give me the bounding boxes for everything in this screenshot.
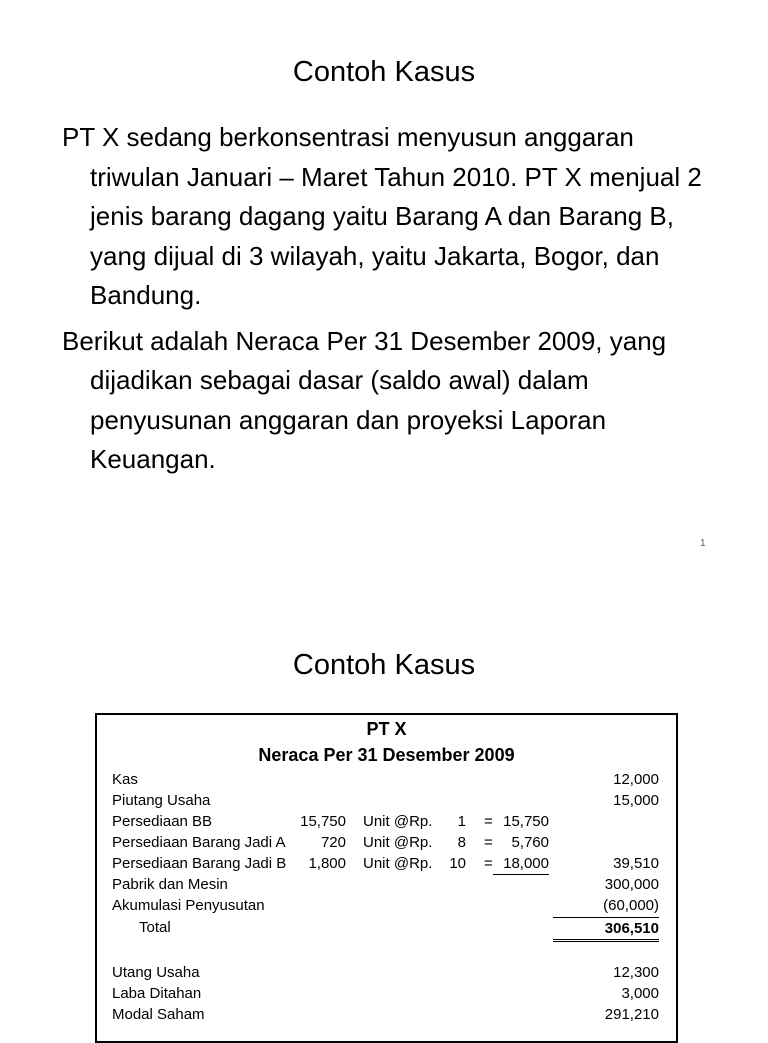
balance-sheet-heading: Neraca Per 31 Desember 2009 <box>258 745 515 765</box>
row-quantity: 1,800 <box>308 855 346 872</box>
row-label: Pabrik dan Mesin <box>112 876 228 893</box>
row-subtotal: 15,750 <box>503 813 549 830</box>
row-subtotal: 18,000 <box>493 853 549 875</box>
table-row <box>97 983 676 1004</box>
row-total: 12,000 <box>613 771 659 788</box>
body-paragraph-2: Berikut adalah Neraca Per 31 Desember 2009, yang dijadikan sebagai dasar (saldo awal) dalam penyusunan anggaran dan proyeksi Laporan Keuangan. <box>62 325 667 474</box>
balance-sheet-table <box>95 713 678 1043</box>
company-name: PT X <box>366 719 407 739</box>
row-subtotal: 5,760 <box>511 834 549 851</box>
row-total: 306,510 <box>553 917 659 942</box>
table-row <box>97 832 676 853</box>
row-label: Persediaan BB <box>112 813 213 830</box>
table-row <box>97 962 676 983</box>
row-label: Persediaan Barang Jadi B <box>112 855 287 872</box>
table-row <box>97 895 676 916</box>
row-label: Persediaan Barang Jadi A <box>112 834 286 851</box>
row-unit: Unit @Rp. <box>363 813 433 830</box>
row-equals: = <box>484 834 493 851</box>
row-equals: = <box>484 813 493 830</box>
row-total: 300,000 <box>604 876 659 893</box>
table-row-total <box>97 917 676 938</box>
table-row <box>97 874 676 895</box>
table-row <box>97 769 676 790</box>
row-unit: Unit @Rp. <box>363 855 433 872</box>
row-price: 10 <box>449 855 466 872</box>
slide-1-body <box>62 118 722 486</box>
row-price: 1 <box>457 813 466 830</box>
table-row <box>97 811 676 832</box>
row-total: 291,210 <box>604 1006 659 1023</box>
row-label: Akumulasi Penyusutan <box>112 897 265 914</box>
row-total: 39,510 <box>613 855 659 872</box>
row-label: Piutang Usaha <box>112 792 211 809</box>
row-total: 3,000 <box>621 985 659 1002</box>
slide-2-title: Contoh Kasus <box>292 649 476 681</box>
row-label: Kas <box>112 771 138 788</box>
row-quantity: 15,750 <box>300 813 346 830</box>
row-price: 8 <box>457 834 466 851</box>
row-equals: = <box>484 855 493 872</box>
row-label: Modal Saham <box>112 1006 205 1023</box>
row-label: Laba Ditahan <box>112 985 202 1002</box>
row-unit: Unit @Rp. <box>363 834 433 851</box>
row-total: (60,000) <box>603 897 659 914</box>
row-label: Total <box>139 919 171 936</box>
row-total: 12,300 <box>613 964 659 981</box>
page-number: 1 <box>700 538 706 549</box>
row-total: 15,000 <box>613 792 659 809</box>
table-row <box>97 790 676 811</box>
table-row <box>97 853 676 874</box>
table-row <box>97 1004 676 1025</box>
body-paragraph-1: PT X sedang berkonsentrasi menyusun anggaran triwulan Januari – Maret Tahun 2010. PT X menjual 2 jenis barang dagang yaitu Barang A dan Barang B, yang dijual di 3 wilayah, yaitu Jakarta, Bogor, dan Bandung. <box>62 122 702 310</box>
row-label: Utang Usaha <box>112 964 200 981</box>
row-quantity: 720 <box>320 834 346 851</box>
slide-1-title: Contoh Kasus <box>292 56 476 88</box>
